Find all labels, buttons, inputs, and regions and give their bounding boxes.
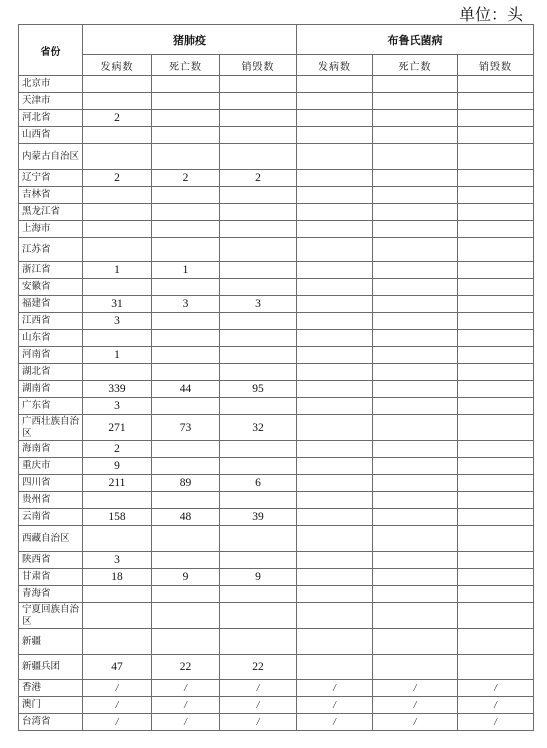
value-cell: 271 xyxy=(83,415,152,441)
value-cell xyxy=(152,187,220,204)
table-row xyxy=(19,441,534,458)
value-cell xyxy=(297,381,373,398)
value-cell xyxy=(83,526,152,552)
value-cell: / xyxy=(83,697,152,714)
value-cell: 48 xyxy=(152,509,220,526)
value-cell xyxy=(458,475,534,492)
value-cell xyxy=(83,492,152,509)
value-cell xyxy=(152,398,220,415)
value-cell: / xyxy=(297,697,373,714)
unit-label: 单位：头 xyxy=(458,5,523,24)
value-cell xyxy=(152,238,220,262)
value-cell: / xyxy=(373,680,458,697)
value-cell xyxy=(152,93,220,110)
value-cell xyxy=(373,552,458,569)
province-name: 江苏省 xyxy=(19,238,83,262)
value-cell xyxy=(297,110,373,127)
table-row xyxy=(19,187,534,204)
value-cell xyxy=(373,127,458,144)
value-cell xyxy=(152,313,220,330)
value-cell: 211 xyxy=(83,475,152,492)
value-cell: 3 xyxy=(220,296,297,313)
value-cell xyxy=(83,76,152,93)
value-cell xyxy=(297,238,373,262)
value-cell xyxy=(220,127,297,144)
value-cell xyxy=(373,144,458,170)
value-cell xyxy=(220,629,297,655)
table-row xyxy=(19,238,534,262)
province-name: 宁夏回族自治区 xyxy=(19,603,83,629)
value-cell xyxy=(297,296,373,313)
value-cell xyxy=(220,93,297,110)
value-cell xyxy=(83,144,152,170)
table-row xyxy=(19,296,534,313)
table-row xyxy=(19,697,534,714)
value-cell xyxy=(220,187,297,204)
value-cell xyxy=(220,279,297,296)
province-name: 吉林省 xyxy=(19,187,83,204)
value-cell xyxy=(373,569,458,586)
value-cell xyxy=(373,586,458,603)
table-row xyxy=(19,144,534,170)
value-cell xyxy=(220,204,297,221)
value-cell xyxy=(458,586,534,603)
value-cell: 39 xyxy=(220,509,297,526)
value-cell xyxy=(297,279,373,296)
value-cell xyxy=(220,262,297,279)
table-row xyxy=(19,127,534,144)
value-cell xyxy=(458,110,534,127)
value-cell xyxy=(220,492,297,509)
value-cell: 32 xyxy=(220,415,297,441)
value-cell: 1 xyxy=(152,262,220,279)
value-cell: / xyxy=(152,697,220,714)
value-cell xyxy=(373,475,458,492)
value-cell xyxy=(220,76,297,93)
value-cell xyxy=(458,144,534,170)
value-cell xyxy=(373,330,458,347)
value-cell xyxy=(297,569,373,586)
province-name: 香港 xyxy=(19,680,83,697)
province-name: 北京市 xyxy=(19,76,83,93)
value-cell: 2 xyxy=(83,170,152,187)
value-cell xyxy=(83,187,152,204)
value-cell xyxy=(152,458,220,475)
value-cell: 44 xyxy=(152,381,220,398)
value-cell xyxy=(373,313,458,330)
value-cell xyxy=(152,492,220,509)
value-cell xyxy=(458,526,534,552)
value-cell: 9 xyxy=(152,569,220,586)
province-name: 青海省 xyxy=(19,586,83,603)
value-cell xyxy=(297,364,373,381)
table-row xyxy=(19,398,534,415)
table-row xyxy=(19,330,534,347)
table-row xyxy=(19,569,534,586)
value-cell xyxy=(220,398,297,415)
value-cell xyxy=(458,93,534,110)
value-cell xyxy=(297,204,373,221)
province-name: 江西省 xyxy=(19,313,83,330)
province-name: 辽宁省 xyxy=(19,170,83,187)
value-cell: 3 xyxy=(152,296,220,313)
disease-a-header: 猪肺疫 xyxy=(83,25,297,55)
province-name: 湖南省 xyxy=(19,381,83,398)
value-cell xyxy=(297,144,373,170)
value-cell xyxy=(458,76,534,93)
value-cell xyxy=(458,170,534,187)
value-cell xyxy=(220,110,297,127)
province-name: 安徽省 xyxy=(19,279,83,296)
table-row xyxy=(19,458,534,475)
table-row xyxy=(19,381,534,398)
value-cell xyxy=(458,204,534,221)
value-cell xyxy=(373,170,458,187)
value-cell xyxy=(297,655,373,680)
value-cell: 95 xyxy=(220,381,297,398)
value-cell: / xyxy=(152,680,220,697)
table-row xyxy=(19,603,534,629)
province-name: 浙江省 xyxy=(19,262,83,279)
value-cell xyxy=(152,552,220,569)
value-cell: / xyxy=(458,697,534,714)
value-cell xyxy=(152,629,220,655)
value-cell xyxy=(152,347,220,364)
province-name: 天津市 xyxy=(19,93,83,110)
province-name: 澳门 xyxy=(19,697,83,714)
province-name: 河南省 xyxy=(19,347,83,364)
value-cell xyxy=(152,603,220,629)
value-cell xyxy=(458,347,534,364)
province-name: 陕西省 xyxy=(19,552,83,569)
value-cell xyxy=(152,144,220,170)
value-cell xyxy=(373,526,458,552)
table-row xyxy=(19,170,534,187)
value-cell xyxy=(297,603,373,629)
value-cell xyxy=(373,458,458,475)
value-cell xyxy=(220,526,297,552)
value-cell xyxy=(373,398,458,415)
value-cell xyxy=(458,330,534,347)
province-name: 西藏自治区 xyxy=(19,526,83,552)
value-cell xyxy=(152,110,220,127)
value-cell xyxy=(458,187,534,204)
table-row xyxy=(19,110,534,127)
value-cell: 18 xyxy=(83,569,152,586)
value-cell xyxy=(297,127,373,144)
value-cell xyxy=(297,330,373,347)
value-cell xyxy=(152,204,220,221)
value-cell xyxy=(373,655,458,680)
value-cell xyxy=(297,93,373,110)
province-name: 内蒙古自治区 xyxy=(19,144,83,170)
header-row-sub xyxy=(19,55,534,76)
sub-header-b-cases: 发病数 xyxy=(297,55,373,76)
province-name: 湖北省 xyxy=(19,364,83,381)
table-row xyxy=(19,586,534,603)
value-cell: / xyxy=(152,714,220,731)
value-cell xyxy=(152,441,220,458)
value-cell xyxy=(373,93,458,110)
value-cell xyxy=(297,458,373,475)
value-cell xyxy=(220,238,297,262)
value-cell xyxy=(458,569,534,586)
value-cell: / xyxy=(83,714,152,731)
province-name: 重庆市 xyxy=(19,458,83,475)
value-cell xyxy=(152,221,220,238)
table-row xyxy=(19,655,534,680)
sub-header-a-destroyed: 销毁数 xyxy=(220,55,297,76)
table-row xyxy=(19,552,534,569)
value-cell: 3 xyxy=(83,398,152,415)
value-cell: / xyxy=(458,714,534,731)
value-cell xyxy=(458,381,534,398)
value-cell xyxy=(373,364,458,381)
value-cell xyxy=(458,221,534,238)
value-cell: 339 xyxy=(83,381,152,398)
disease-b-header: 布鲁氏菌病 xyxy=(297,25,534,55)
table-row xyxy=(19,475,534,492)
value-cell xyxy=(373,238,458,262)
value-cell xyxy=(297,187,373,204)
province-name: 新疆 xyxy=(19,629,83,655)
province-name: 上海市 xyxy=(19,221,83,238)
value-cell xyxy=(373,441,458,458)
value-cell xyxy=(152,127,220,144)
value-cell xyxy=(220,603,297,629)
value-cell xyxy=(297,526,373,552)
value-cell: / xyxy=(373,697,458,714)
value-cell xyxy=(373,415,458,441)
value-cell xyxy=(220,364,297,381)
value-cell: / xyxy=(297,714,373,731)
value-cell xyxy=(373,221,458,238)
value-cell: / xyxy=(220,680,297,697)
table-row xyxy=(19,629,534,655)
value-cell: / xyxy=(373,714,458,731)
value-cell xyxy=(83,330,152,347)
value-cell xyxy=(83,603,152,629)
value-cell xyxy=(297,347,373,364)
value-cell: 31 xyxy=(83,296,152,313)
value-cell xyxy=(458,458,534,475)
table-row xyxy=(19,526,534,552)
value-cell: / xyxy=(220,714,297,731)
value-cell: 47 xyxy=(83,655,152,680)
value-cell xyxy=(373,629,458,655)
value-cell xyxy=(458,509,534,526)
value-cell: 73 xyxy=(152,415,220,441)
value-cell xyxy=(458,552,534,569)
value-cell: 6 xyxy=(220,475,297,492)
value-cell: 3 xyxy=(83,552,152,569)
value-cell xyxy=(373,187,458,204)
value-cell xyxy=(458,127,534,144)
value-cell xyxy=(458,238,534,262)
value-cell: / xyxy=(297,680,373,697)
value-cell xyxy=(373,381,458,398)
header-row-main xyxy=(19,25,534,55)
value-cell xyxy=(83,238,152,262)
value-cell: 89 xyxy=(152,475,220,492)
province-name: 新疆兵团 xyxy=(19,655,83,680)
value-cell: 22 xyxy=(152,655,220,680)
sub-header-a-cases: 发病数 xyxy=(83,55,152,76)
value-cell xyxy=(83,127,152,144)
table-row xyxy=(19,262,534,279)
value-cell xyxy=(297,76,373,93)
value-cell xyxy=(373,279,458,296)
table-row xyxy=(19,509,534,526)
value-cell xyxy=(373,262,458,279)
value-cell xyxy=(220,330,297,347)
table-row xyxy=(19,364,534,381)
province-name: 广东省 xyxy=(19,398,83,415)
table-row xyxy=(19,313,534,330)
value-cell xyxy=(373,603,458,629)
value-cell xyxy=(373,492,458,509)
value-cell xyxy=(83,364,152,381)
value-cell: 2 xyxy=(152,170,220,187)
value-cell xyxy=(297,492,373,509)
value-cell xyxy=(220,458,297,475)
value-cell: / xyxy=(220,697,297,714)
value-cell xyxy=(458,364,534,381)
table-row xyxy=(19,415,534,441)
value-cell xyxy=(373,204,458,221)
value-cell xyxy=(458,262,534,279)
sub-header-b-destroyed: 销毁数 xyxy=(458,55,534,76)
table-row xyxy=(19,204,534,221)
value-cell: 2 xyxy=(83,110,152,127)
province-name: 福建省 xyxy=(19,296,83,313)
value-cell xyxy=(152,364,220,381)
table-body xyxy=(19,76,534,731)
province-name: 甘肃省 xyxy=(19,569,83,586)
province-name: 海南省 xyxy=(19,441,83,458)
value-cell xyxy=(152,279,220,296)
value-cell xyxy=(152,76,220,93)
value-cell xyxy=(220,586,297,603)
value-cell xyxy=(220,313,297,330)
province-name: 台湾省 xyxy=(19,714,83,731)
value-cell xyxy=(373,347,458,364)
value-cell xyxy=(458,415,534,441)
value-cell xyxy=(83,93,152,110)
value-cell xyxy=(297,475,373,492)
value-cell xyxy=(297,552,373,569)
value-cell xyxy=(83,586,152,603)
value-cell xyxy=(83,629,152,655)
value-cell: 2 xyxy=(83,441,152,458)
value-cell xyxy=(373,296,458,313)
value-cell: / xyxy=(83,680,152,697)
province-header: 省份 xyxy=(19,25,83,76)
table-row xyxy=(19,76,534,93)
province-name: 广西壮族自治区 xyxy=(19,415,83,441)
value-cell xyxy=(297,398,373,415)
value-cell xyxy=(373,76,458,93)
value-cell: 9 xyxy=(83,458,152,475)
value-cell xyxy=(220,347,297,364)
sub-header-a-deaths: 死亡数 xyxy=(152,55,220,76)
value-cell xyxy=(297,415,373,441)
value-cell: 158 xyxy=(83,509,152,526)
value-cell xyxy=(373,110,458,127)
table-row xyxy=(19,492,534,509)
value-cell: / xyxy=(458,680,534,697)
value-cell xyxy=(220,441,297,458)
value-cell xyxy=(220,144,297,170)
value-cell xyxy=(297,313,373,330)
value-cell: 3 xyxy=(83,313,152,330)
value-cell xyxy=(297,170,373,187)
table-row xyxy=(19,93,534,110)
value-cell xyxy=(83,204,152,221)
province-name: 贵州省 xyxy=(19,492,83,509)
province-name: 四川省 xyxy=(19,475,83,492)
value-cell xyxy=(458,279,534,296)
value-cell xyxy=(297,221,373,238)
value-cell xyxy=(152,526,220,552)
value-cell xyxy=(297,509,373,526)
value-cell xyxy=(297,441,373,458)
value-cell xyxy=(458,629,534,655)
table-row xyxy=(19,221,534,238)
value-cell xyxy=(458,296,534,313)
disease-table xyxy=(18,24,534,731)
table-row xyxy=(19,714,534,731)
value-cell: 2 xyxy=(220,170,297,187)
value-cell xyxy=(220,221,297,238)
value-cell xyxy=(458,603,534,629)
sub-header-b-deaths: 死亡数 xyxy=(373,55,458,76)
province-name: 山东省 xyxy=(19,330,83,347)
value-cell xyxy=(458,441,534,458)
value-cell xyxy=(220,552,297,569)
value-cell xyxy=(458,313,534,330)
table-row xyxy=(19,680,534,697)
value-cell xyxy=(458,655,534,680)
value-cell xyxy=(83,221,152,238)
value-cell xyxy=(373,509,458,526)
table-row xyxy=(19,347,534,364)
value-cell xyxy=(152,330,220,347)
value-cell xyxy=(83,279,152,296)
province-name: 云南省 xyxy=(19,509,83,526)
value-cell xyxy=(297,586,373,603)
value-cell xyxy=(152,586,220,603)
table-row xyxy=(19,279,534,296)
province-name: 山西省 xyxy=(19,127,83,144)
value-cell: 9 xyxy=(220,569,297,586)
value-cell: 22 xyxy=(220,655,297,680)
value-cell xyxy=(297,629,373,655)
value-cell: 1 xyxy=(83,347,152,364)
value-cell xyxy=(297,262,373,279)
value-cell: 1 xyxy=(83,262,152,279)
value-cell xyxy=(458,398,534,415)
province-name: 河北省 xyxy=(19,110,83,127)
province-name: 黑龙江省 xyxy=(19,204,83,221)
value-cell xyxy=(458,492,534,509)
